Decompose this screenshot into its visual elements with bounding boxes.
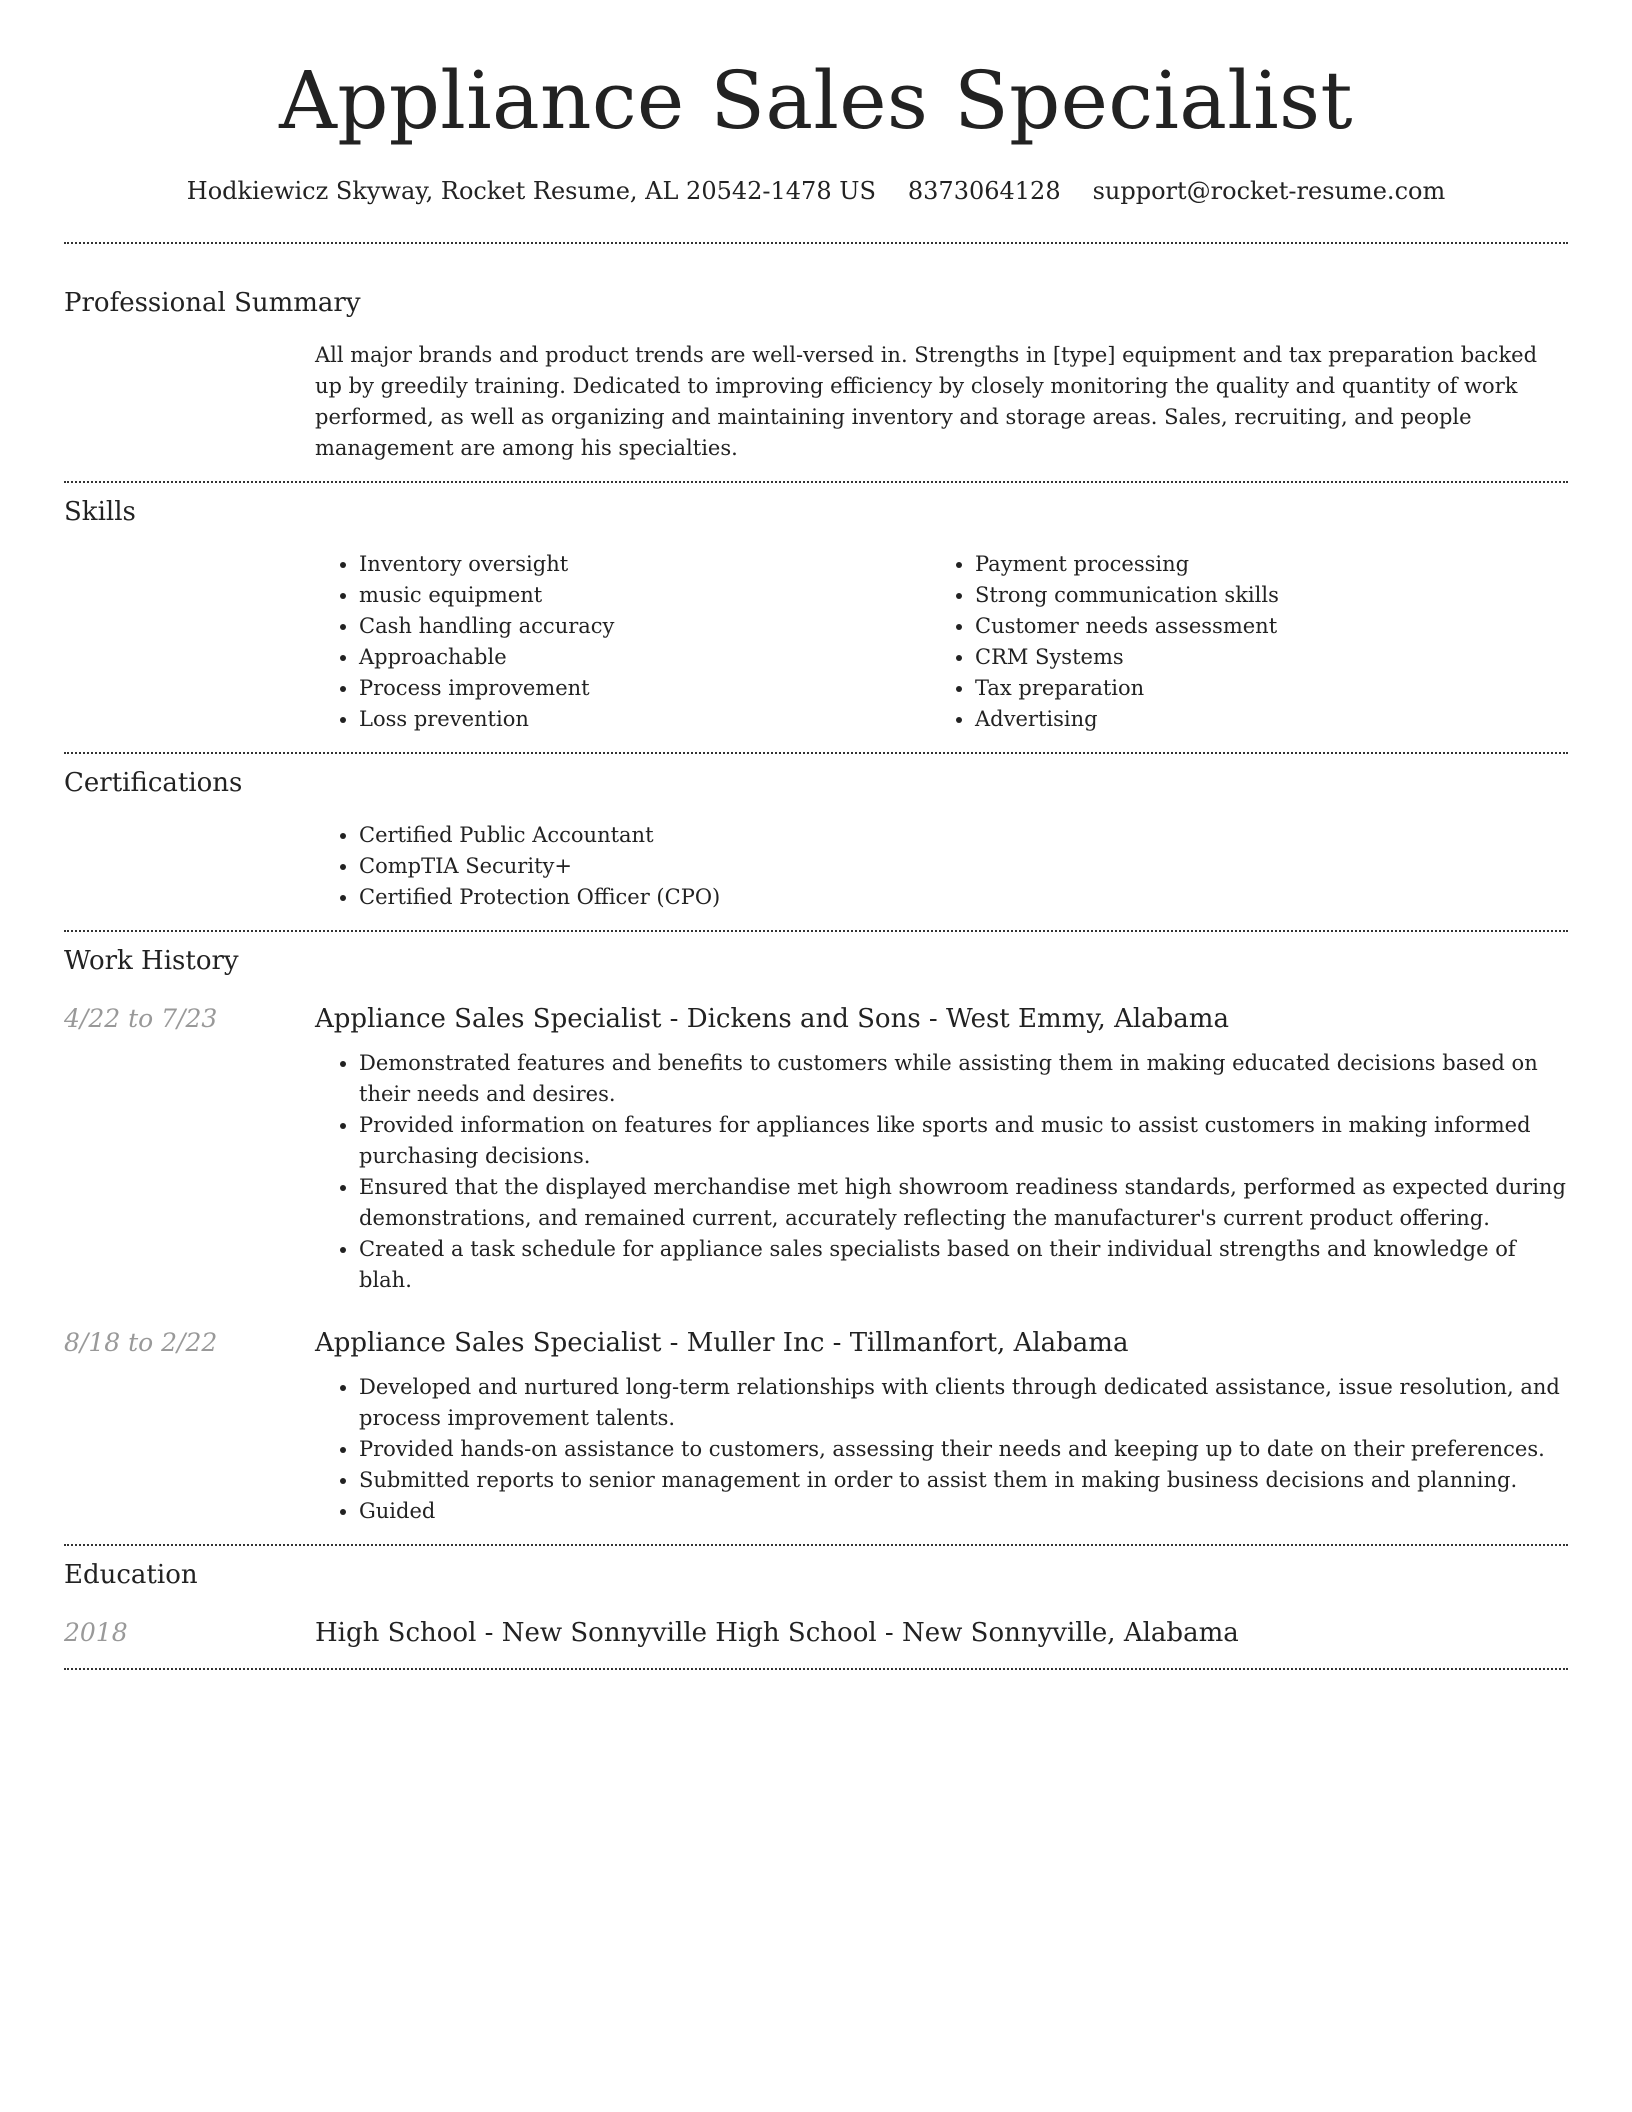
contact-line — [64, 176, 1568, 206]
skill-item: • Inventory oversight — [359, 549, 931, 580]
job-header — [64, 1002, 1568, 1036]
job-bullet: • Provided hands-on assistance to customers, assessing their needs and keeping up to date on their preferences. — [359, 1434, 1568, 1465]
job-bullet: • Ensured that the displayed merchandise met high showroom readiness standards, performed as expected during demonstrations, and remained current, accurately reflecting the manufacturer's current product offering. — [359, 1172, 1568, 1234]
job-title: Appliance Sales Specialist - Dickens and Sons - West Emmy, Alabama — [315, 1004, 1229, 1034]
skill-item: • Customer needs assessment — [975, 611, 1547, 642]
summary-section — [64, 244, 1568, 464]
skill-item: • Strong communication skills — [975, 580, 1547, 611]
certification-item: • Certified Protection Officer (CPO) — [359, 882, 1568, 913]
candidate-name: Appliance Sales Specialist — [279, 54, 1353, 147]
skill-item: • Loss prevention — [359, 704, 931, 735]
skill-item: • Payment processing — [975, 549, 1547, 580]
job-bullet: • Demonstrated features and benefits to customers while assisting them in making educated decisions based on their needs and desires. — [359, 1048, 1568, 1110]
job-bullet: • Provided information on features for appliances like sports and music to assist customers in making informed purchasing decisions. — [359, 1110, 1568, 1172]
job-entry — [64, 1002, 1568, 1296]
skill-item: • Process improvement — [359, 673, 931, 704]
certifications-content — [315, 820, 1568, 913]
job-title: Appliance Sales Specialist - Muller Inc - Tillmanfort, Alabama — [315, 1328, 1129, 1358]
summary-title: Professional Summary — [64, 288, 361, 318]
job-bullet: • Guided — [359, 1496, 1568, 1527]
skills-section — [64, 483, 1568, 735]
education-title: Education — [64, 1560, 198, 1590]
summary-text: All major brands and product trends are well-versed in. Strengths in [type] equipment and tax preparation backed up by greedily training. Dedicated to improving efficiency by closely monitoring the quality and quantity of work performed, as well as organizing and maintaining inventory and storage areas. Sales, recruiting, and people management are among his specialties. — [315, 343, 1538, 460]
job-bullet-list — [315, 1048, 1568, 1296]
education-section — [64, 1546, 1568, 1650]
job-bullet: • Developed and nurtured long-term relationships with clients through dedicated assistance, issue resolution, and process improvement talents. — [359, 1372, 1568, 1434]
skill-item: • CRM Systems — [975, 642, 1547, 673]
summary-content — [315, 340, 1568, 464]
job-header — [64, 1326, 1568, 1360]
skills-title: Skills — [64, 497, 136, 527]
certifications-section — [64, 754, 1568, 913]
job-bullet-list — [315, 1372, 1568, 1527]
job-bullets — [315, 1372, 1568, 1527]
skills-grid — [315, 549, 1568, 735]
skills-list-right — [931, 549, 1547, 735]
job-bullet: • Created a task schedule for appliance sales specialists based on their individual strengths and knowledge of blah. — [359, 1234, 1568, 1296]
skill-item: • Approachable — [359, 642, 931, 673]
skills-list-left — [315, 549, 931, 735]
skill-item: • Advertising — [975, 704, 1547, 735]
job-entry — [64, 1326, 1568, 1527]
education-dates: 2018 — [64, 1618, 128, 1647]
skill-item: • Tax preparation — [975, 673, 1547, 704]
certification-item: • Certified Public Accountant — [359, 820, 1568, 851]
certifications-list — [315, 820, 1568, 913]
education-divider — [64, 1668, 1568, 1670]
job-dates: 4/22 to 7/23 — [64, 1004, 218, 1033]
skill-item: • Cash handling accuracy — [359, 611, 931, 642]
skill-item: • music equipment — [359, 580, 931, 611]
job-bullets — [315, 1048, 1568, 1296]
work-title: Work History — [64, 946, 239, 976]
education-degree: High School - New Sonnyville High School - New Sonnyville, Alabama — [315, 1618, 1239, 1648]
contact-address: Hodkiewicz Skyway, Rocket Resume, AL 20542-1478 US — [186, 177, 876, 205]
contact-phone: 8373064128 — [907, 177, 1061, 205]
certifications-title: Certifications — [64, 768, 243, 798]
education-entry — [64, 1616, 1568, 1650]
contact-email: support@rocket-resume.com — [1092, 177, 1446, 205]
job-dates: 8/18 to 2/22 — [64, 1328, 218, 1357]
job-bullet: • Submitted reports to senior management in order to assist them in making business decisions and planning. — [359, 1465, 1568, 1496]
certification-item: • CompTIA Security+ — [359, 851, 1568, 882]
skills-content — [315, 549, 1568, 735]
work-section — [64, 932, 1568, 1527]
